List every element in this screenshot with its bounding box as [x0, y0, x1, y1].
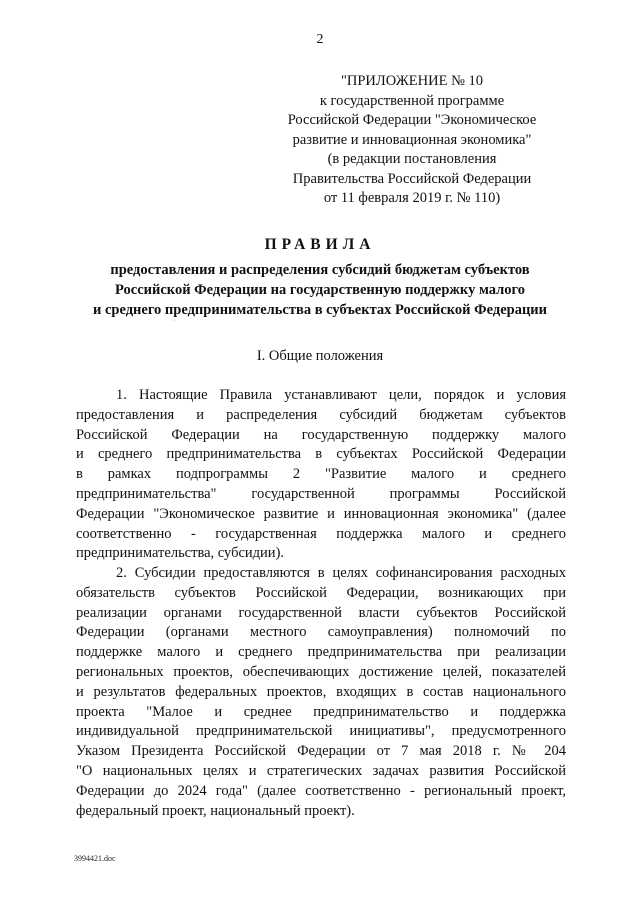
- document-title: ПРАВИЛА: [264, 236, 376, 253]
- paragraph-line: и результатов федеральных проектов, входящих в состав национального: [76, 683, 566, 700]
- paragraph-2: [76, 564, 566, 821]
- paragraph-line: федеральный проект, национальный проект).: [76, 802, 355, 819]
- subtitle-line: и среднего предпринимательства в субъектах Российской Федерации: [92, 302, 548, 318]
- annex-line: Правительства Российской Федерации: [292, 170, 532, 187]
- paragraph-line: предпринимательства" государственной программы Российской: [76, 485, 566, 502]
- footer-file-code: 3994421.doc: [74, 854, 116, 863]
- annex-line: развитие и инновационная экономика": [292, 131, 532, 148]
- document-subtitle: [60, 260, 580, 320]
- subtitle-line: предоставления и распределения субсидий бюджетам субъектов: [110, 262, 530, 278]
- paragraph-line: соответственно - государственная поддержка малого и среднего: [76, 525, 566, 542]
- annex-line: от 11 февраля 2019 г. № 110): [323, 190, 501, 206]
- paragraph-line: предпринимательства, субсидии).: [76, 545, 285, 562]
- paragraph-line: проекта "Малое и среднее предпринимательство и поддержка: [76, 703, 566, 720]
- subtitle-line: Российской Федерации на государственную поддержку малого: [115, 282, 525, 298]
- paragraph-line: Российской Федерации на государственную поддержку малого: [76, 426, 566, 443]
- paragraph-line: индивидуальной предпринимательской инициативы", предусмотренного: [76, 723, 566, 740]
- paragraph-line: 1. Настоящие Правила устанавливают цели, порядок и условия: [116, 387, 566, 403]
- paragraph-line: поддержке малого и среднего предпринимательства при реализации: [76, 644, 566, 661]
- section-heading: I. Общие положения: [256, 348, 384, 364]
- annex-line: Российской Федерации "Экономическое: [287, 112, 537, 128]
- paragraph-line: в рамках подпрограммы 2 "Развитие малого и среднего: [76, 466, 566, 483]
- annex-line: (в редакции постановления: [327, 151, 497, 167]
- paragraph-line: обязательств субъектов Российской Федерации, возникающих при: [76, 584, 566, 601]
- annex-line: к государственной программе: [319, 92, 505, 109]
- paragraph-line: Федерации до 2024 года" (далее соответственно - региональный проект,: [76, 782, 566, 799]
- paragraph-line: 2. Субсидии предоставляются в целях софинансирования расходных: [116, 565, 566, 581]
- paragraph-line: Федерации "Экономическое развитие и инновационная экономика" (далее: [76, 505, 566, 522]
- paragraph-line: "О национальных целях и стратегических задачах развития Российской: [76, 762, 566, 779]
- paragraph-line: предоставления и распределения субсидий бюджетам субъектов: [76, 406, 566, 423]
- annex-header: [262, 72, 562, 209]
- paragraph-line: реализации органами государственной власти субъектов Российской: [76, 604, 566, 621]
- annex-line: "ПРИЛОЖЕНИЕ № 10: [340, 73, 484, 89]
- scan-dot: ·: [173, 316, 176, 325]
- paragraph-line: и среднего предпринимательства в субъектах Российской Федерации: [76, 446, 566, 463]
- paragraph-1: [76, 386, 566, 564]
- page-number: 2: [316, 32, 324, 47]
- paragraph-line: Федерации (органами местного самоуправления) полномочий по: [76, 624, 566, 641]
- paragraph-line: региональных проектов, обеспечивающих достижение целей, показателей: [76, 663, 566, 680]
- paragraph-line: Указом Президента Российской Федерации от 7 мая 2018 г. № 204: [76, 743, 566, 760]
